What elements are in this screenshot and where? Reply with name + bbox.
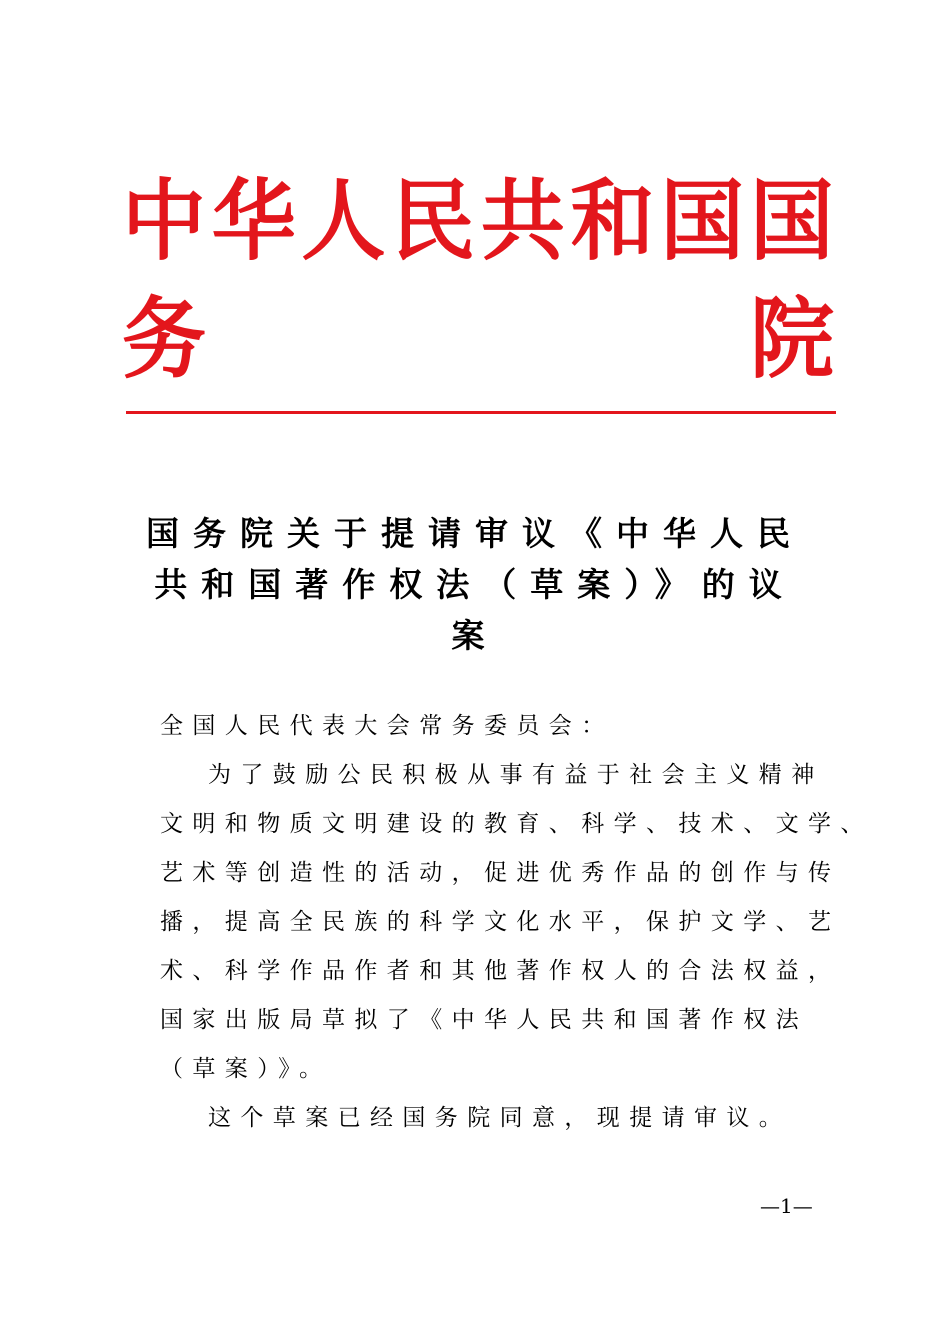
header-char: 中 [122,168,207,273]
salutation: 全国人民代表大会常务委员会： [160,713,614,739]
header-char: 共 [480,168,565,273]
document-body [160,702,873,1143]
header-char: 院 [749,286,834,391]
document-title [140,508,810,661]
closing-paragraph: 这个草案已经国务院同意，现提请审议。 [208,1105,792,1131]
issuer-header-line-1 [122,166,834,276]
title-line: 国务院关于提请审议《中华人民 [146,514,804,553]
paragraph-line: 播，提高全民族的科学文化水平，保护文学、艺 [160,909,841,935]
header-char: 务 [122,286,207,391]
page-number: —1— [760,1194,813,1218]
header-divider [126,411,836,414]
issuer-header-line-2 [122,284,834,394]
title-line: 共和国著作权法（草案）》的议 [154,565,796,604]
paragraph-line: （草案）》。 [160,1056,332,1082]
paragraph-line: 术、科学作品作者和其他著作权人的合法权益， [160,958,841,984]
header-char: 人 [301,168,386,273]
header-char: 和 [570,168,655,273]
header-char: 民 [391,168,476,273]
paragraph-line: 艺术等创造性的活动，促进优秀作品的创作与传 [160,860,841,886]
paragraph-line: 文明和物质文明建设的教育、科学、技术、文学、 [160,811,873,837]
header-char: 国 [660,168,745,273]
header-char: 国 [749,168,834,273]
header-char: 华 [211,168,296,273]
title-line: 案 [451,616,499,655]
paragraph-line: 国家出版局草拟了《中华人民共和国著作权法 [160,1007,808,1033]
paragraph-line: 为了鼓励公民积极从事有益于社会主义精神 [208,762,824,788]
